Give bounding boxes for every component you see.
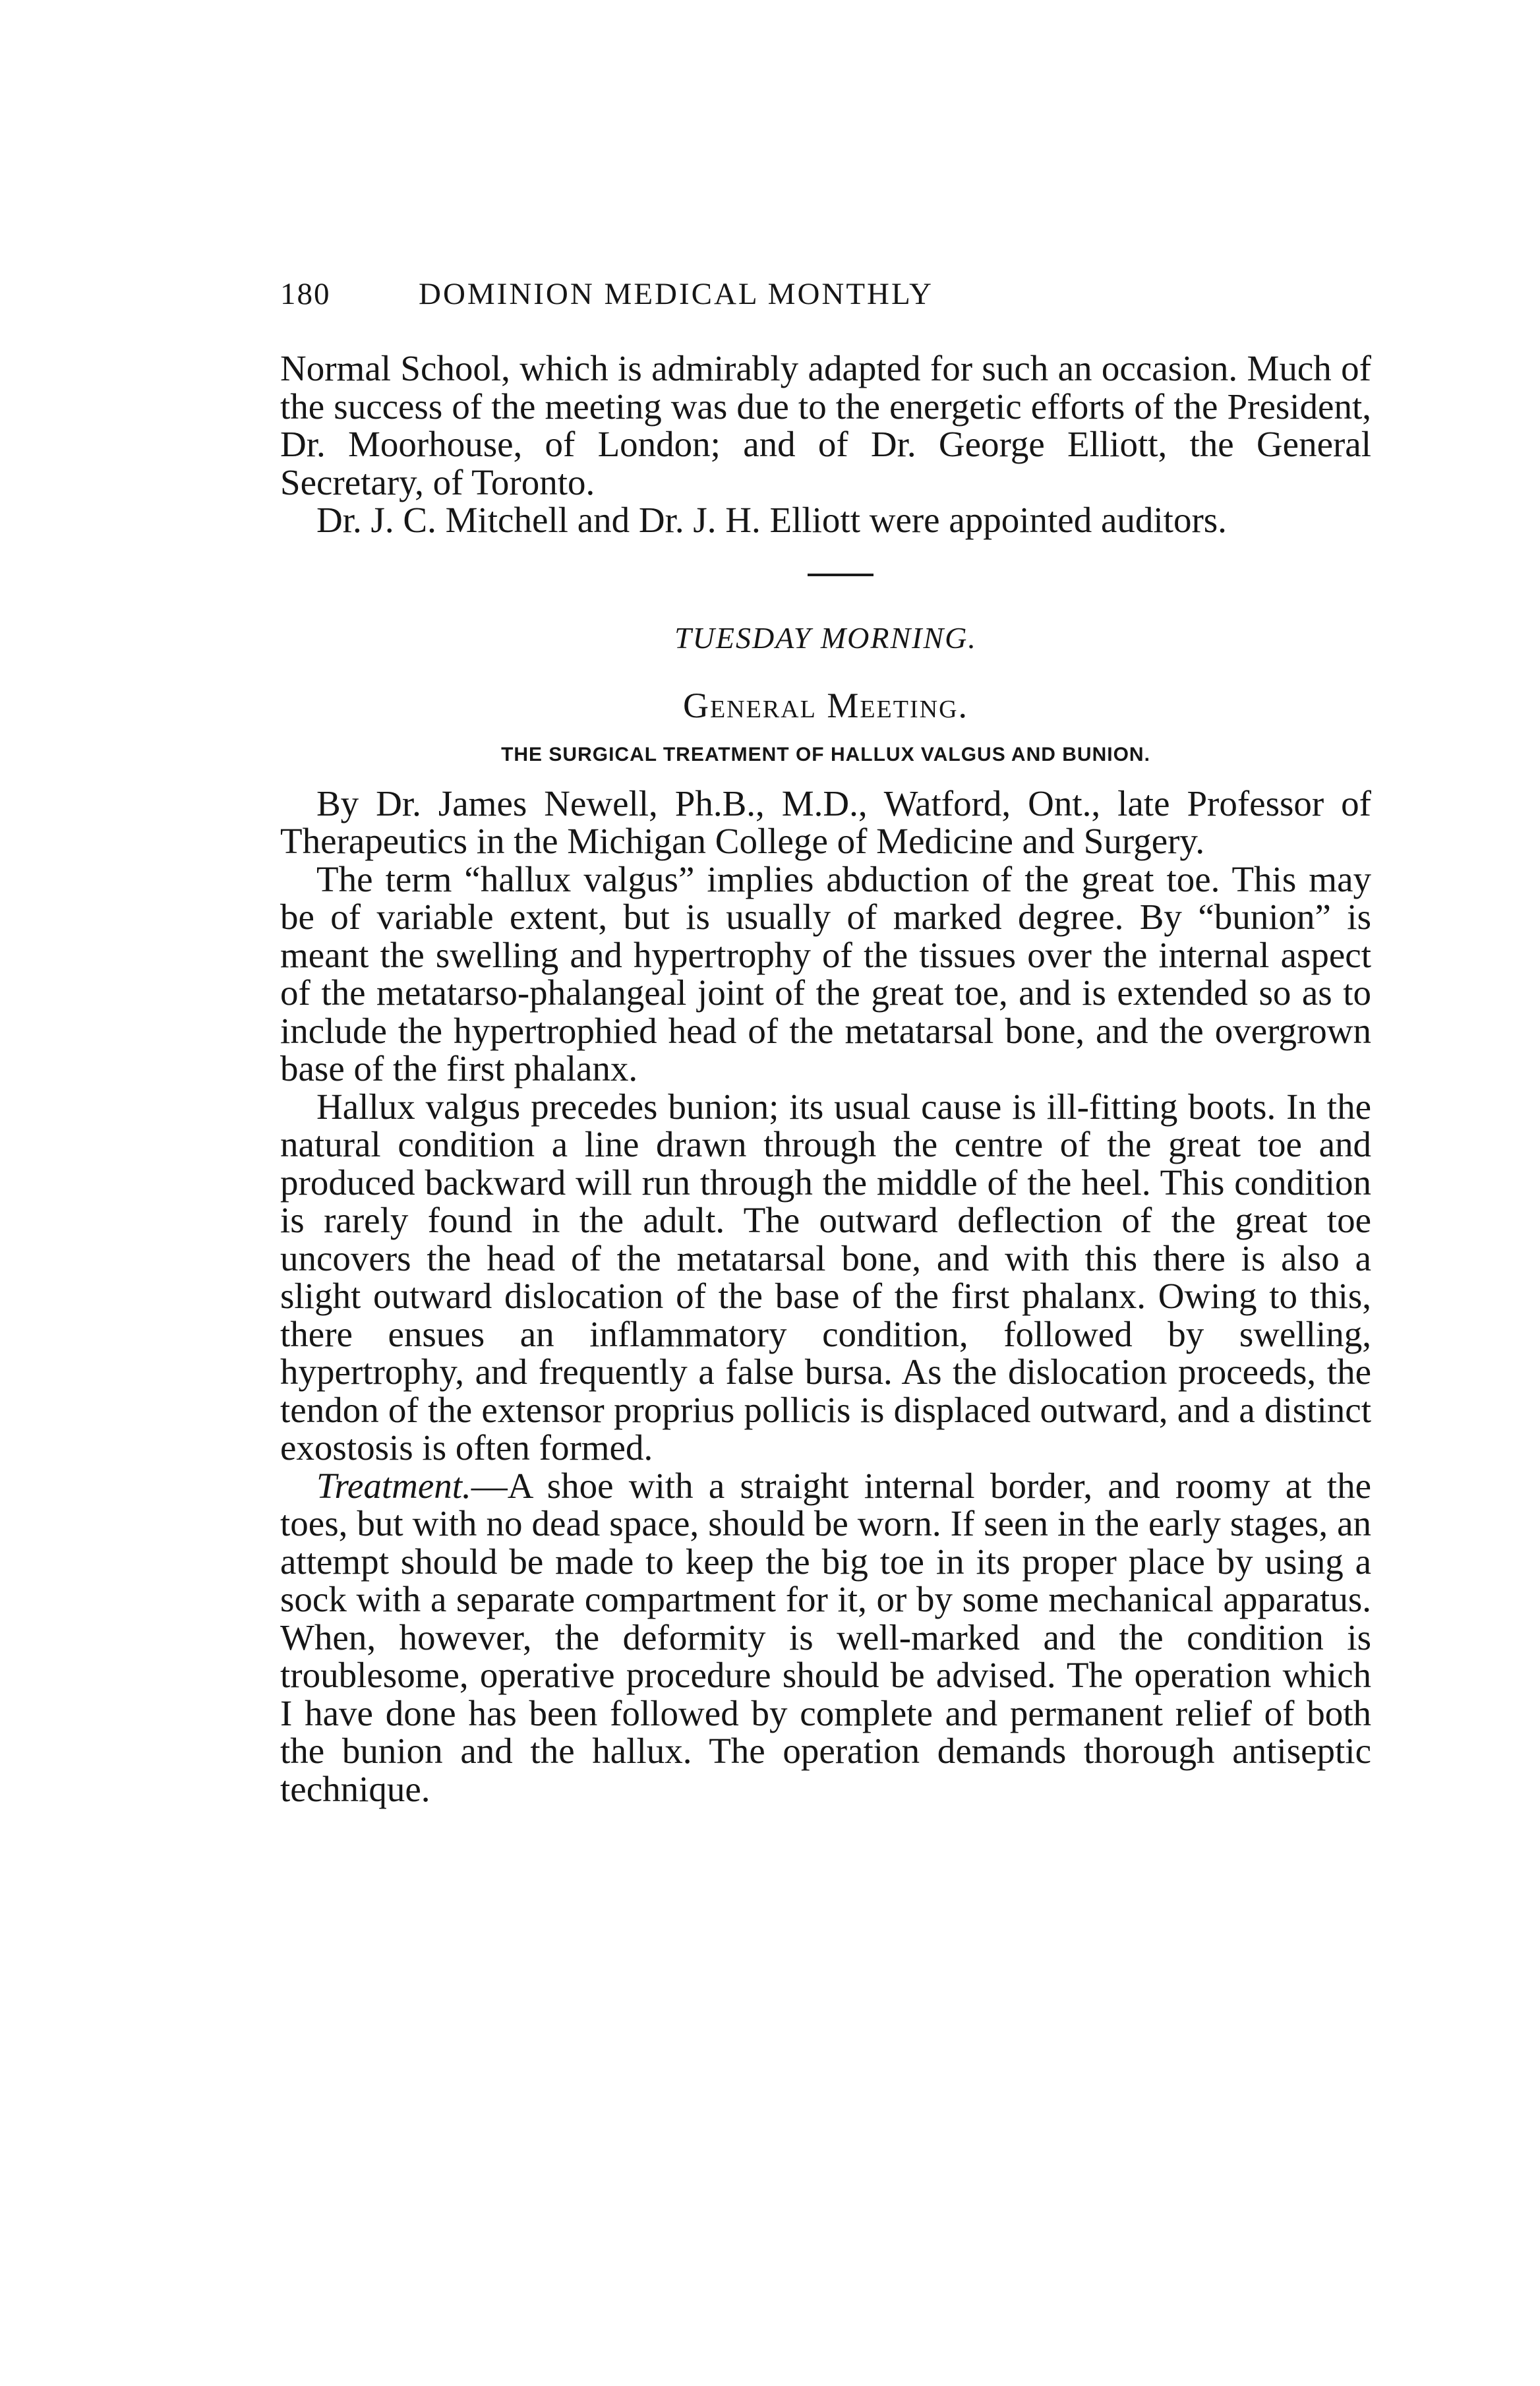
- article-paragraph-1: The term “hallux valgus” implies abduction of the great toe. This may be of variable extent, but is usually of marked degree. By “bunion” is meant the swelling and hypertrophy of the tissues over the internal aspect of the metatarso-phalangeal joint of the great toe, and is extended so as to include the hypertrophied head of the metatarsal bone, and the overgrown base of the first phalanx.: [280, 858, 1371, 1089]
- article-byline: By Dr. James Newell, Ph.B., M.D., Watford, Ont., late Professor of Therapeutics in the Michigan College of Medicine and Surgery.: [280, 783, 1371, 861]
- text-column: [280, 349, 1371, 1808]
- section-heading: TUESDAY MORNING.: [674, 620, 977, 655]
- article-paragraph-2: Hallux valgus precedes bunion; its usual cause is ill-fitting boots. In the natural condition a line drawn through the centre of the great toe and produced backward will run through the middle of the heel. This condition is rarely found in the adult. The outward deflection of the great toe uncovers the head of the metatarsal bone, and with this there is also a slight outward dislocation of the base of the first phalanx. Owing to this, there ensues an inflammatory condition, followed by swelling, hypertrophy, and frequently a false bursa. As the dislocation proceeds, the tendon of the extensor proprius pollicis is displaced outward, and a distinct exostosis is often formed.: [280, 1086, 1371, 1468]
- intro-paragraph-1: Normal School, which is admirably adapted for such an occasion. Much of the success of the meeting was due to the energetic efforts of the President, Dr. Moorhouse, of London; and of Dr. George Elliott, the General Secretary, of Toronto.: [280, 348, 1371, 502]
- section-divider-area: [280, 539, 1371, 618]
- treatment-text: —A shoe with a straight internal border, and roomy at the toes, but with no dead space, should be worn. If seen in the early stages, an attempt should be made to keep the big toe in its proper place by using a sock with a separate compartment for it, or by some mechanical apparatus. When, however, the deformity is well-marked and the condition is troublesome, operative procedure should be advised. The operation which I have done has been followed by complete and permanent relief of both the bunion and the hallux. The operation demands thorough antiseptic technique.: [280, 1465, 1371, 1809]
- article-paragraph-3: [280, 1467, 1371, 1808]
- running-title: DOMINION MEDICAL MONTHLY: [419, 277, 933, 311]
- page-header: [280, 276, 1295, 322]
- treatment-label: Treatment.: [316, 1465, 471, 1506]
- intro-paragraph-2: Dr. J. C. Mitchell and Dr. J. H. Elliott were appointed auditors.: [316, 500, 1227, 540]
- page-number: 180: [280, 277, 331, 311]
- section-divider: [808, 574, 874, 576]
- meeting-heading: General Meeting.: [682, 685, 969, 725]
- article-title: THE SURGICAL TREATMENT OF HALLUX VALGUS AND BUNION.: [501, 743, 1150, 765]
